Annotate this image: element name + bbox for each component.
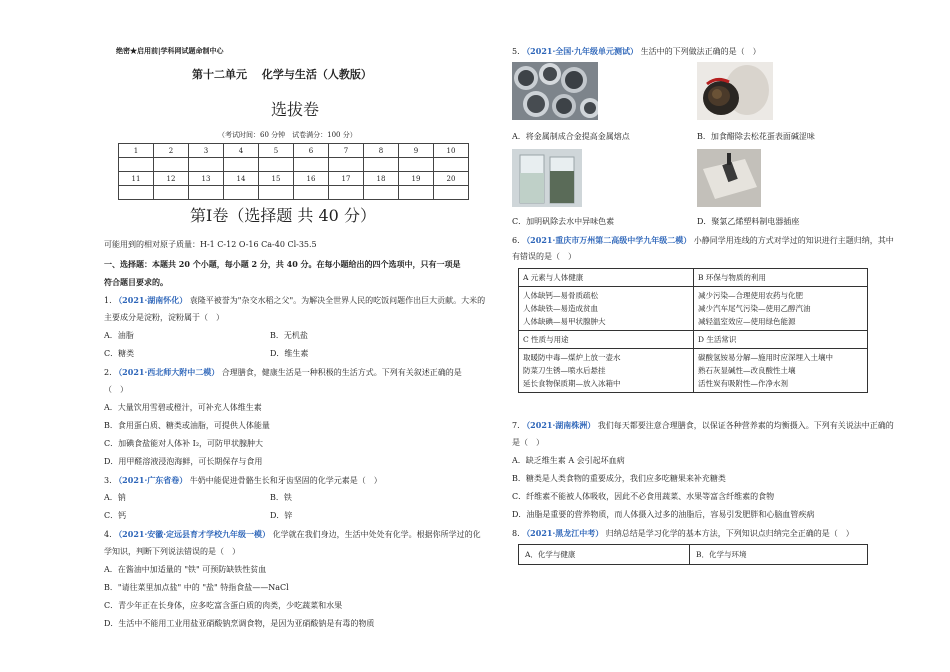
answer-blank[interactable] — [259, 158, 294, 172]
option-b[interactable]: B．无机盐 — [270, 331, 308, 340]
instruction-line: 符合题目要求的。 — [104, 277, 168, 287]
plug-socket-illustration — [697, 149, 761, 207]
question-number: 6. — [512, 236, 520, 245]
question-4-stem — [104, 529, 481, 540]
option-c[interactable]: C．加明矾除去水中异味色素 — [512, 217, 615, 226]
option-b[interactable]: B．食用蛋白质、糖类或油脂，可提供人体能量 — [104, 421, 270, 430]
confidential-label: 绝密★启用前|学科网试题命制中心 — [116, 46, 224, 55]
preserved-egg-illustration — [697, 62, 773, 120]
table-cell-title: A 元素与人体健康 — [519, 269, 694, 287]
paper-title: 选拔卷 — [271, 100, 320, 119]
source-tag: （2021·广东省卷） — [114, 475, 188, 485]
answer-cell: 16 — [294, 172, 329, 186]
table-line: 人体缺铁—易造成贫血 — [523, 304, 598, 313]
option-c[interactable]: C．糖类 — [104, 349, 135, 358]
table-cell-title: B．化学与环境 — [690, 545, 868, 565]
answer-grid — [118, 143, 469, 200]
q8-table — [518, 544, 868, 565]
metal-pipes-photo — [512, 62, 598, 120]
stem-text: 化学就在我们身边，生活中处处有化学。根据你所学过的化 — [272, 530, 481, 539]
answer-grid-blank-row — [119, 186, 469, 200]
table-cell-title: B 环保与物质的利用 — [694, 269, 868, 287]
source-tag: （2021·黑龙江中考） — [522, 528, 604, 538]
answer-blank[interactable] — [434, 158, 469, 172]
option-d[interactable]: D．用甲醛溶液浸泡海鲜，可长期保存与食用 — [104, 457, 263, 466]
source-tag: （2021·湖南怀化） — [114, 295, 188, 305]
instruction-line: 一、选择题：本题共 20 个小题，每小题 2 分，共 40 分。在每小题给出的四个选项中，只有一项是 — [104, 259, 461, 269]
answer-cell: 17 — [329, 172, 364, 186]
answer-cell: 5 — [259, 144, 294, 158]
metal-pipes-illustration — [512, 62, 598, 120]
answer-blank[interactable] — [119, 186, 154, 200]
atomic-mass-line: 可能用到的相对原子质量：H-1 C-12 O-16 Ca-40 Cl-35.5 — [104, 240, 317, 249]
beaker-photo — [512, 149, 582, 207]
question-8-stem — [512, 528, 854, 539]
option-d[interactable]: D．聚氯乙烯塑料制电器插座 — [697, 217, 800, 226]
table-cell-title: D 生活常识 — [694, 331, 868, 349]
answer-cell: 6 — [294, 144, 329, 158]
table-cell — [519, 349, 694, 393]
stem-text: 我们每天都要注意合理膳食，以保证各种营养素的均衡摄入。下列有关说法中正确的 — [597, 421, 894, 430]
answer-blank[interactable] — [154, 158, 189, 172]
answer-blank[interactable] — [294, 186, 329, 200]
question-1-stem — [104, 295, 485, 306]
answer-blank[interactable] — [364, 186, 399, 200]
table-line: 延长食物保质期—放入冰箱中 — [523, 379, 621, 388]
table-line: 熟石灰显碱性—改良酸性土壤 — [698, 366, 796, 375]
option-a[interactable]: A．油脂 — [104, 331, 134, 340]
question-3-stem — [104, 475, 382, 486]
answer-blank[interactable] — [224, 158, 259, 172]
source-tag: （2021·重庆市万州第二高级中学九年级二模） — [522, 235, 692, 245]
option-d[interactable]: D．锌 — [270, 511, 293, 520]
question-5-stem — [512, 46, 761, 57]
answer-cell: 2 — [154, 144, 189, 158]
table-cell — [694, 349, 868, 393]
option-d[interactable]: D．生活中不能用工业用盐亚硝酸钠烹调食物，是因为亚硝酸钠是有毒的物质 — [104, 619, 375, 628]
option-c[interactable]: C．钙 — [104, 511, 127, 520]
table-line: 碳酸氢铵易分解—施用时应深埋入土壤中 — [698, 353, 833, 362]
source-tag: （2021·西北师大附中二模） — [114, 367, 220, 377]
source-tag: （2021·安徽·定远县育才学校九年级一模） — [114, 529, 271, 539]
answer-blank[interactable] — [154, 186, 189, 200]
option-c[interactable]: C．纤维素不能被人体吸收，因此不必食用蔬菜、水果等富含纤维素的食物 — [512, 492, 775, 501]
source-tag: （2021·湖南株洲） — [522, 420, 596, 430]
answer-blank[interactable] — [224, 186, 259, 200]
question-6-stem — [512, 235, 894, 246]
table-line: 防菜刀生锈—喷水后悬挂 — [523, 366, 606, 375]
answer-blank[interactable] — [364, 158, 399, 172]
option-b[interactable]: B．糖类是人类食物的重要成分，我们应多吃糖果来补充糖类 — [512, 474, 726, 483]
option-c[interactable]: C．加碘食盐能对人体补 I₂，可防甲状腺肿大 — [104, 439, 264, 448]
table-line: 取暖防中毒—煤炉上放一壶水 — [523, 353, 621, 362]
stem-text: 牛奶中能促进骨骼生长和牙齿坚固的化学元素是（ ） — [189, 476, 382, 485]
question-1-stem-cont: 主要成分是淀粉，淀粉属于（ ） — [104, 313, 224, 322]
table-cell-title: A．化学与健康 — [519, 545, 690, 565]
question-number: 8. — [512, 529, 520, 538]
answer-grid-row — [119, 144, 469, 158]
answer-blank[interactable] — [399, 158, 434, 172]
question-number: 1. — [104, 296, 112, 305]
q6-knowledge-table — [518, 268, 868, 393]
stem-text: 小静同学用连线的方式对学过的知识进行主题归纳，其中 — [693, 236, 894, 245]
option-a[interactable]: A．缺乏维生素 A 会引起坏血病 — [512, 456, 625, 465]
table-cell — [694, 287, 868, 331]
option-b[interactable]: B．铁 — [270, 493, 292, 502]
plug-socket-photo — [697, 149, 761, 207]
answer-cell: 20 — [434, 172, 469, 186]
option-a[interactable]: A．在酱油中加适量的 "铁" 可预防缺铁性贫血 — [104, 565, 267, 574]
preserved-egg-photo — [697, 62, 773, 120]
stem-text: 合理膳食，健康生活是一种积极的生活方式。下列有关叙述正确的是 — [221, 368, 462, 377]
answer-cell: 11 — [119, 172, 154, 186]
answer-cell: 7 — [329, 144, 364, 158]
answer-cell: 13 — [189, 172, 224, 186]
answer-cell: 1 — [119, 144, 154, 158]
table-line: 减少污染—合理使用农药与化肥 — [698, 291, 803, 300]
table-cell — [519, 287, 694, 331]
answer-cell: 9 — [399, 144, 434, 158]
table-line: 减少汽车尾气污染—使用乙醇汽油 — [698, 304, 811, 313]
question-7-stem-cont: 是（ ） — [512, 438, 544, 447]
answer-cell: 14 — [224, 172, 259, 186]
option-d[interactable]: D．维生素 — [270, 349, 309, 358]
option-b[interactable]: B．"请往菜里加点盐" 中的 "盐" 特指食盐——NaCl — [104, 583, 289, 592]
answer-cell: 3 — [189, 144, 224, 158]
answer-cell: 8 — [364, 144, 399, 158]
question-7-stem — [512, 420, 894, 431]
question-number: 3. — [104, 476, 112, 485]
beaker-illustration — [512, 149, 582, 207]
answer-grid-blank-row — [119, 158, 469, 172]
answer-blank[interactable] — [259, 186, 294, 200]
answer-cell: 4 — [224, 144, 259, 158]
stem-text: 生活中的下列做法正确的是（ ） — [640, 47, 761, 56]
answer-cell: 10 — [434, 144, 469, 158]
table-line: 活性炭有吸附性—作净水剂 — [698, 379, 788, 388]
answer-blank[interactable] — [294, 158, 329, 172]
answer-blank[interactable] — [189, 158, 224, 172]
question-number: 7. — [512, 421, 520, 430]
stem-text: 归纳总结是学习化学的基本方法，下列知识点归纳完全正确的是（ ） — [605, 529, 854, 538]
table-line: 减轻温室效应—使用绿色能源 — [698, 317, 796, 326]
question-number: 2. — [104, 368, 112, 377]
question-4-stem-cont: 学知识，判断下列说法错误的是（ ） — [104, 547, 240, 556]
source-tag: （2021·全国·九年级单元测试） — [522, 46, 639, 56]
option-b[interactable]: B．加食醋除去松花蛋表面碱涩味 — [697, 132, 815, 141]
answer-cell: 15 — [259, 172, 294, 186]
table-line: 人体缺钙—易骨质疏松 — [523, 291, 598, 300]
answer-blank[interactable] — [329, 186, 364, 200]
stem-text: 袁隆平被誉为"杂交水稻之父"。为解决全世界人民的吃饭问题作出巨大贡献。大米的 — [189, 296, 486, 305]
answer-blank[interactable] — [329, 158, 364, 172]
answer-blank[interactable] — [119, 158, 154, 172]
answer-blank[interactable] — [399, 186, 434, 200]
option-a[interactable]: A．钠 — [104, 493, 126, 502]
answer-cell: 12 — [154, 172, 189, 186]
table-line: 人体缺碘—易甲状腺肿大 — [523, 317, 606, 326]
question-number: 5. — [512, 47, 520, 56]
question-number: 4. — [104, 530, 112, 539]
question-2-stem — [104, 367, 462, 378]
option-a[interactable]: A．将金属制成合金提高金属熔点 — [512, 132, 630, 141]
option-c[interactable]: C．青少年正在长身体，应多吃富含蛋白质的肉类，少吃蔬菜和水果 — [104, 601, 343, 610]
answer-cell: 18 — [364, 172, 399, 186]
question-2-stem-cont: （ ） — [104, 385, 128, 394]
table-cell-title: C 性质与用途 — [519, 331, 694, 349]
exam-info: （考试时间：60 分钟 试卷满分：100 分） — [218, 131, 357, 139]
answer-grid-row — [119, 172, 469, 186]
answer-blank[interactable] — [434, 186, 469, 200]
section-title: 第Ⅰ卷（选择题 共 40 分） — [190, 206, 376, 225]
answer-cell: 19 — [399, 172, 434, 186]
unit-title: 第十二单元 化学与生活（人教版） — [192, 68, 372, 81]
option-a[interactable]: A．大量饮用雪碧或橙汁，可补充人体维生素 — [104, 403, 262, 412]
answer-blank[interactable] — [189, 186, 224, 200]
question-6-stem-cont: 有错误的是（ ） — [512, 252, 576, 261]
option-d[interactable]: D．油脂是重要的营养物质，而人体摄入过多的油脂后，容易引发肥胖和心脑血管疾病 — [512, 510, 815, 519]
